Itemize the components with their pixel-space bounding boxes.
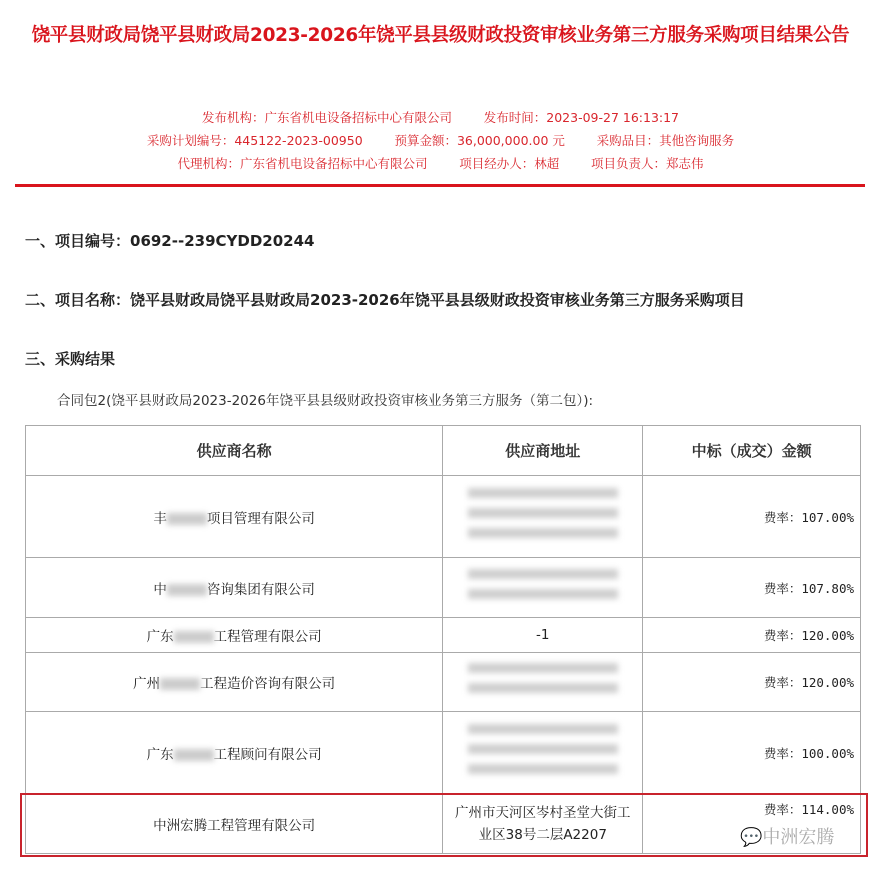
meta-agency: 代理机构：广东省机电设备招标中心有限公司 项目经办人：林超 项目负责人：郑志伟 <box>177 156 704 171</box>
project-number: 一、项目编号：0692--239CYDD20244 <box>25 232 315 250</box>
supplier-name: 丰 项目管理有限公司 <box>26 476 443 558</box>
supplier-name: 中 咨询集团有限公司 <box>26 558 443 618</box>
watermark: 💬中洲宏腾 <box>740 827 835 848</box>
table-row <box>26 712 861 794</box>
amount: 费率：100.00% <box>643 712 861 794</box>
amount: 费率：107.80% <box>643 558 861 618</box>
divider <box>15 184 865 187</box>
supplier-name: 广东 工程管理有限公司 <box>26 618 443 653</box>
supplier-name: 广州 工程造价咨询有限公司 <box>26 653 443 712</box>
amount: 费率：120.00% <box>643 653 861 712</box>
header-address: 供应商地址 <box>443 426 643 476</box>
table-row <box>26 653 861 712</box>
table-row <box>26 476 861 558</box>
amount: 费率：120.00% <box>643 618 861 653</box>
results-table <box>25 425 861 854</box>
supplier-address <box>443 712 643 794</box>
header-name: 供应商名称 <box>26 426 443 476</box>
project-name: 二、项目名称：饶平县财政局饶平县财政局2023-2026年饶平县县级财政投资审核业务第三方服务采购项目 <box>25 291 745 309</box>
meta-publish: 发布机构：广东省机电设备招标中心有限公司 发布时间：2023-09-27 16:13:17 <box>201 110 680 125</box>
supplier-address <box>443 476 643 558</box>
supplier-address <box>443 558 643 618</box>
header-amount: 中标（成交）金额 <box>643 426 861 476</box>
meta-plan: 采购计划编号：445122-2023-00950 预算金额：36,000,000.00 元 采购品目：其他咨询服务 <box>146 133 735 148</box>
table-header <box>26 426 861 476</box>
supplier-name: 中洲宏腾工程管理有限公司 <box>26 794 443 854</box>
supplier-address: -1 <box>443 618 643 653</box>
results-heading: 三、采购结果 <box>25 350 116 368</box>
table-row <box>26 618 861 653</box>
amount: 费率：114.00% <box>643 794 861 854</box>
amount: 费率：107.00% <box>643 476 861 558</box>
supplier-name: 广东 工程顾问有限公司 <box>26 712 443 794</box>
wechat-icon: 💬 <box>740 827 763 848</box>
package-label: 合同包2(饶平县财政局2023-2026年饶平县县级财政投资审核业务第三方服务（第二包）): <box>57 393 594 409</box>
page-title: 饶平县财政局饶平县财政局2023-2026年饶平县县级财政投资审核业务第三方服务采购项目结果公告 <box>31 25 850 46</box>
table-row <box>26 558 861 618</box>
supplier-address: 广州市天河区岑村圣堂大街工业区38号二层A2207 <box>443 794 643 854</box>
supplier-address <box>443 653 643 712</box>
